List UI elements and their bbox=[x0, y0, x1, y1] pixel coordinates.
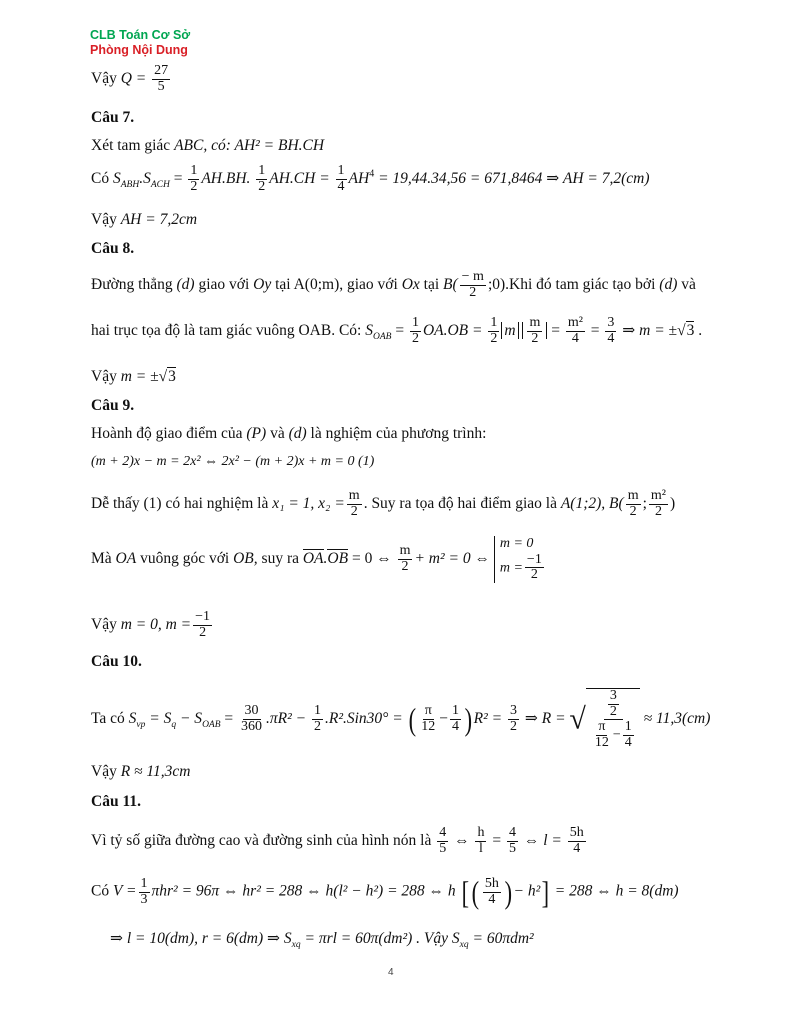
q8-title: Câu 8. bbox=[91, 240, 135, 257]
header-dept: Phòng Nội Dung bbox=[90, 43, 188, 57]
q8-answer: Vậy m = ±√3 bbox=[91, 368, 176, 385]
q8-line2: hai trục tọa độ là tam giác vuông OAB. Có: $S_{OAB}$ = $\frac{1}{2}$ OA.OB = $\frac{1}{2}$ m $\frac{m}{2}$ = $\frac{\text{m²}}{4}$ = $\frac{3}{4}$ ⇒ m = ±√3 . bbox=[91, 315, 703, 346]
q7-line2: Có $S_{ABH}.S_{ACH}$ = $\frac{1}{2}$ AH.BH. $\frac{1}{2}$ AH.CH = $\frac{1}{4}$ $AH^4 = 19,44.34,56 = 671,8464$ ⇒ AH = 7,2(cm) bbox=[91, 163, 650, 194]
q7-answer: Vậy AH = 7,2cm bbox=[91, 211, 198, 228]
q11-line1: Vì tỷ số giữa đường cao và đường sinh của hình nón là $\frac{4}{5}$ ⇔ $\frac{h}{l}$ = $\frac{4}{5}$ ⇔ l = $\frac{5h}{4}$ bbox=[91, 825, 584, 856]
q9-title: Câu 9. bbox=[91, 397, 135, 414]
q11-title: Câu 11. bbox=[91, 793, 141, 810]
q9-answer: Vậy m = 0, m = $\frac{-1}{2}$ bbox=[91, 609, 211, 640]
q10-line1: Ta có $S_{vp} = S_q - S_{OAB}$ = $\frac{30}{360}$ .πR² − $\frac{1}{2}$ .R².Sin30° = ( $\frac{\pi}{12}$ − $\frac{1}{4}$ ) R² = $\frac{3}{2}$ ⇒ R = √ $\frac{3}{2}$ $\frac{\pi}{12}$ − $\frac{1}{4}$ ≈ 11,3(cm) bbox=[91, 688, 711, 751]
q8-line1: Đường thẳng (d) giao với Oy tại A(0;m), giao với Ox tại B( $\frac{- m}{2}$ ;0).Khi đó tam giác tạo bởi (d) và bbox=[91, 269, 696, 300]
q7-line1: Xét tam giác ABC, có: AH² = BH.CH bbox=[91, 137, 325, 154]
q6-conclusion: Vậy Q = $\frac{27}{5}$ bbox=[91, 63, 169, 94]
page-number: 4 bbox=[388, 967, 394, 978]
q7-title: Câu 7. bbox=[91, 109, 135, 126]
q10-answer: Vậy R ≈ 11,3cm bbox=[91, 763, 191, 780]
q10-title: Câu 10. bbox=[91, 653, 142, 670]
q9-line3: Dễ thấy (1) có hai nghiệm là x₁ = 1, x₂ = $\frac{m}{2}$ . Suy ra tọa độ hai điểm giao là A(1;2), B( $\frac{m}{2}$ ; $\frac{\text{m²}}{2}$ ) bbox=[91, 488, 676, 519]
q9-line2: (m + 2)x − m = 2x² ⇔ 2x² − (m + 2)x + m = 0 (1) bbox=[91, 454, 375, 469]
q9-line1: Hoành độ giao điểm của (P) và (d) là nghiệm của phương trình: bbox=[91, 425, 487, 442]
header-club: CLB Toán Cơ Sở bbox=[90, 28, 191, 42]
q11-line3: ⇒ l = 10(dm), r = 6(dm) ⇒ $S_{xq} = \pi rl = 60\pi(dm^2)$ . Vậy $S_{xq} = 60\pi dm^2$ bbox=[110, 930, 534, 951]
q9-line4: Mà OA vuông góc với OB, suy ra OA.OB = 0 ⇔ $\frac{m}{2}$ + m² = 0 ⇔ m = 0 m = $\frac{-1}{2}$ bbox=[91, 536, 546, 583]
q11-line2: Có V = $\frac{1}{3}$ πhr² = 96π ⇔ hr² = 288 ⇔ h(l² − h²) = 288 ⇔ h [( $\frac{5h}{4}$ ) − h²] = 288 ⇔ h = 8(dm) bbox=[91, 874, 679, 910]
